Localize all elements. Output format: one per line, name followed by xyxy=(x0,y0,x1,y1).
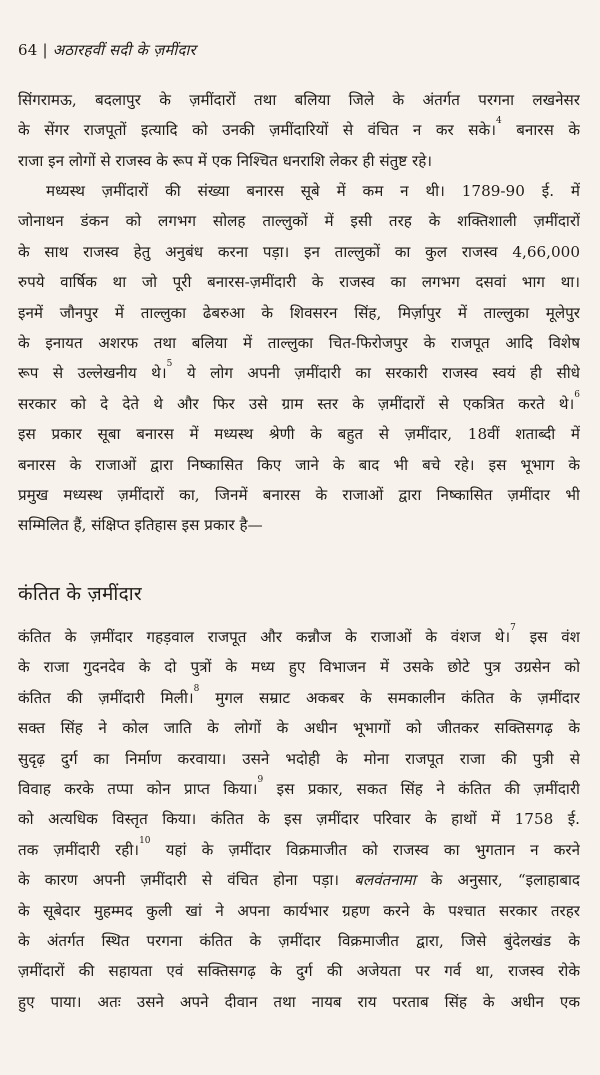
book-title: बलवंतनामा xyxy=(354,871,416,890)
text-line: प्रमुख मध्यस्थ ज़मींदारों का, जिनमें बनारस के राजाओं द्वारा निष्कासित ज़मींदार भी xyxy=(18,485,580,504)
text-line: के सूबेदार मुहम्मद कुली खां ने अपना कार्यभार ग्रहण करने के पश्चात सरकार तरहर xyxy=(18,901,580,920)
text-line: के साथ राजस्व हेतु अनुबंध करना पड़ा। इन ताल्लुकों का कुल राजस्व 4,66,000 xyxy=(18,242,580,261)
text-line: रूप से उल्लेखनीय थे।$^5$ ये लोग अपनी ज़मींदारी का सरकारी राजस्व स्वयं ही सीधे xyxy=(18,359,580,383)
text-line: को अत्यधिक विस्तृत किया। कंतित के इस ज़मींदार परिवार के हाथों में 1758 ई. xyxy=(18,810,580,829)
text-line: हुए पाया। अतः उसने अपने दीवान तथा नायब राय परताब सिंह के अधीन एक xyxy=(18,992,580,1011)
page-number: 64 xyxy=(18,41,38,59)
text-line: सक्त सिंह ने कोल जाति के लोगों के अधीन भूभागों को जीतकर सक्तिसगढ़ के xyxy=(18,719,580,738)
text-line: सिंगरामऊ, बदलापुर के ज़मींदारों तथा बलिया जिले के अंतर्गत परगना लखनेसर xyxy=(18,91,580,109)
text-line: विवाह करके तप्पा कोन प्राप्त किया।$^9$ इस प्रकार, सकत सिंह ने कंतित की ज़मींदारी xyxy=(18,774,580,798)
text-line: के अंतर्गत स्थित परगना कंतित के ज़मींदार विक्रमाजीत द्वारा, जिसे बुंदेलखंड के xyxy=(18,931,580,950)
footnote-ref: 7 xyxy=(510,623,516,633)
footnote-ref: 5 xyxy=(166,359,173,370)
footnote-ref: 9 xyxy=(257,774,264,785)
header-separator: | xyxy=(42,41,48,59)
footnote-ref: 6 xyxy=(574,389,580,400)
text-line: तक ज़मींदारी रही।$^{10}$ यहां के ज़मींदार विक्रमाजीत को राजस्व का भुगतान न करने xyxy=(18,835,580,859)
text-line: मध्यस्थ ज़मींदारों की संख्या बनारस सूबे में कम न थी। 1789-90 ई. में xyxy=(46,182,580,200)
footnote-ref: 10 xyxy=(139,835,151,846)
page-header xyxy=(18,40,582,60)
paragraph-2 xyxy=(18,176,580,541)
text-line: सम्मिलित हैं, संक्षिप्त इतिहास इस प्रकार है— xyxy=(18,516,263,535)
text-line: इनमें जौनपुर में ताल्लुका ढेबरुआ के शिवसरन सिंह, मिर्ज़ापुर में ताल्लुका मूलेपुर xyxy=(18,303,580,322)
running-title: अठारहवीं सदी के ज़मींदार xyxy=(52,41,196,59)
text-line: रुपये वार्षिक था जो पूरी बनारस-ज़मींदारी के राजस्व का लगभग दसवां भाग था। xyxy=(18,273,580,292)
text-line: के राजा गुदनदेव के दो पुत्रों के मध्य हुए विभाजन में उसके छोटे पुत्र उग्रसेन को xyxy=(18,658,580,677)
text-line: राजा इन लोगों से राजस्व के रूप में एक निश्चित धनराशि लेकर ही संतुष्ट रहे। xyxy=(18,151,433,170)
text-line: के इनायत अशरफ तथा बलिया में ताल्लुका चित-फिरोजपुर के राजपूत आदि विशेष xyxy=(18,333,580,352)
paragraph-1 xyxy=(18,85,580,176)
text-line: के सेंगर राजपूतों इत्यादि को उनकी ज़मींदारियों से वंचित न कर सके।$^4$ बनारस के xyxy=(18,116,580,140)
text-line: जोनाथन डंकन को लगभग सोलह ताल्लुकों में इसी तरह के शक्तिशाली ज़मींदारों xyxy=(18,212,580,231)
text-line: इस प्रकार सूबा बनारस में मध्यस्थ श्रेणी के बहुत से ज़मींदार, 18वीं शताब्दी में xyxy=(18,425,580,444)
paragraph-3 xyxy=(18,622,580,1017)
text-line: कंतित की ज़मींदारी मिली।$^8$ मुगल सम्राट अकबर के समकालीन कंतित के ज़मींदार xyxy=(18,683,580,707)
footnote-ref: 8 xyxy=(193,683,200,694)
section-heading: कंतित के ज़मींदार xyxy=(18,583,143,605)
text-line: ज़मींदारों की सहायता एवं सक्तिसगढ़ के दुर्ग की अजेयता पर गर्व था, राजस्व रोके xyxy=(18,962,580,981)
text-line: के कारण अपनी ज़मींदारी से वंचित होना पड़ा। बलवंतनामा के अनुसार, “इलाहाबाद xyxy=(18,871,580,890)
text-line: कंतित के ज़मींदार गहड़वाल राजपूत और कन्नौज के राजाओं के वंशज थे।$^7$ इस वंश xyxy=(18,623,580,646)
footnote-ref: 4 xyxy=(495,116,502,127)
text-line: सुदृढ़ दुर्ग का निर्माण करवाया। उसने भदोही के मोना राजपूत राजा की पुत्री से xyxy=(18,749,580,768)
text-line: बनारस के राजाओं द्वारा निष्कासित किए जाने के बाद भी बचे रहे। इस भूभाग के xyxy=(18,455,580,474)
text-line: सरकार को दे देते थे और फिर उसे ग्राम स्तर के ज़मींदारों से एकत्रित करते थे।$^6$ xyxy=(18,389,580,413)
